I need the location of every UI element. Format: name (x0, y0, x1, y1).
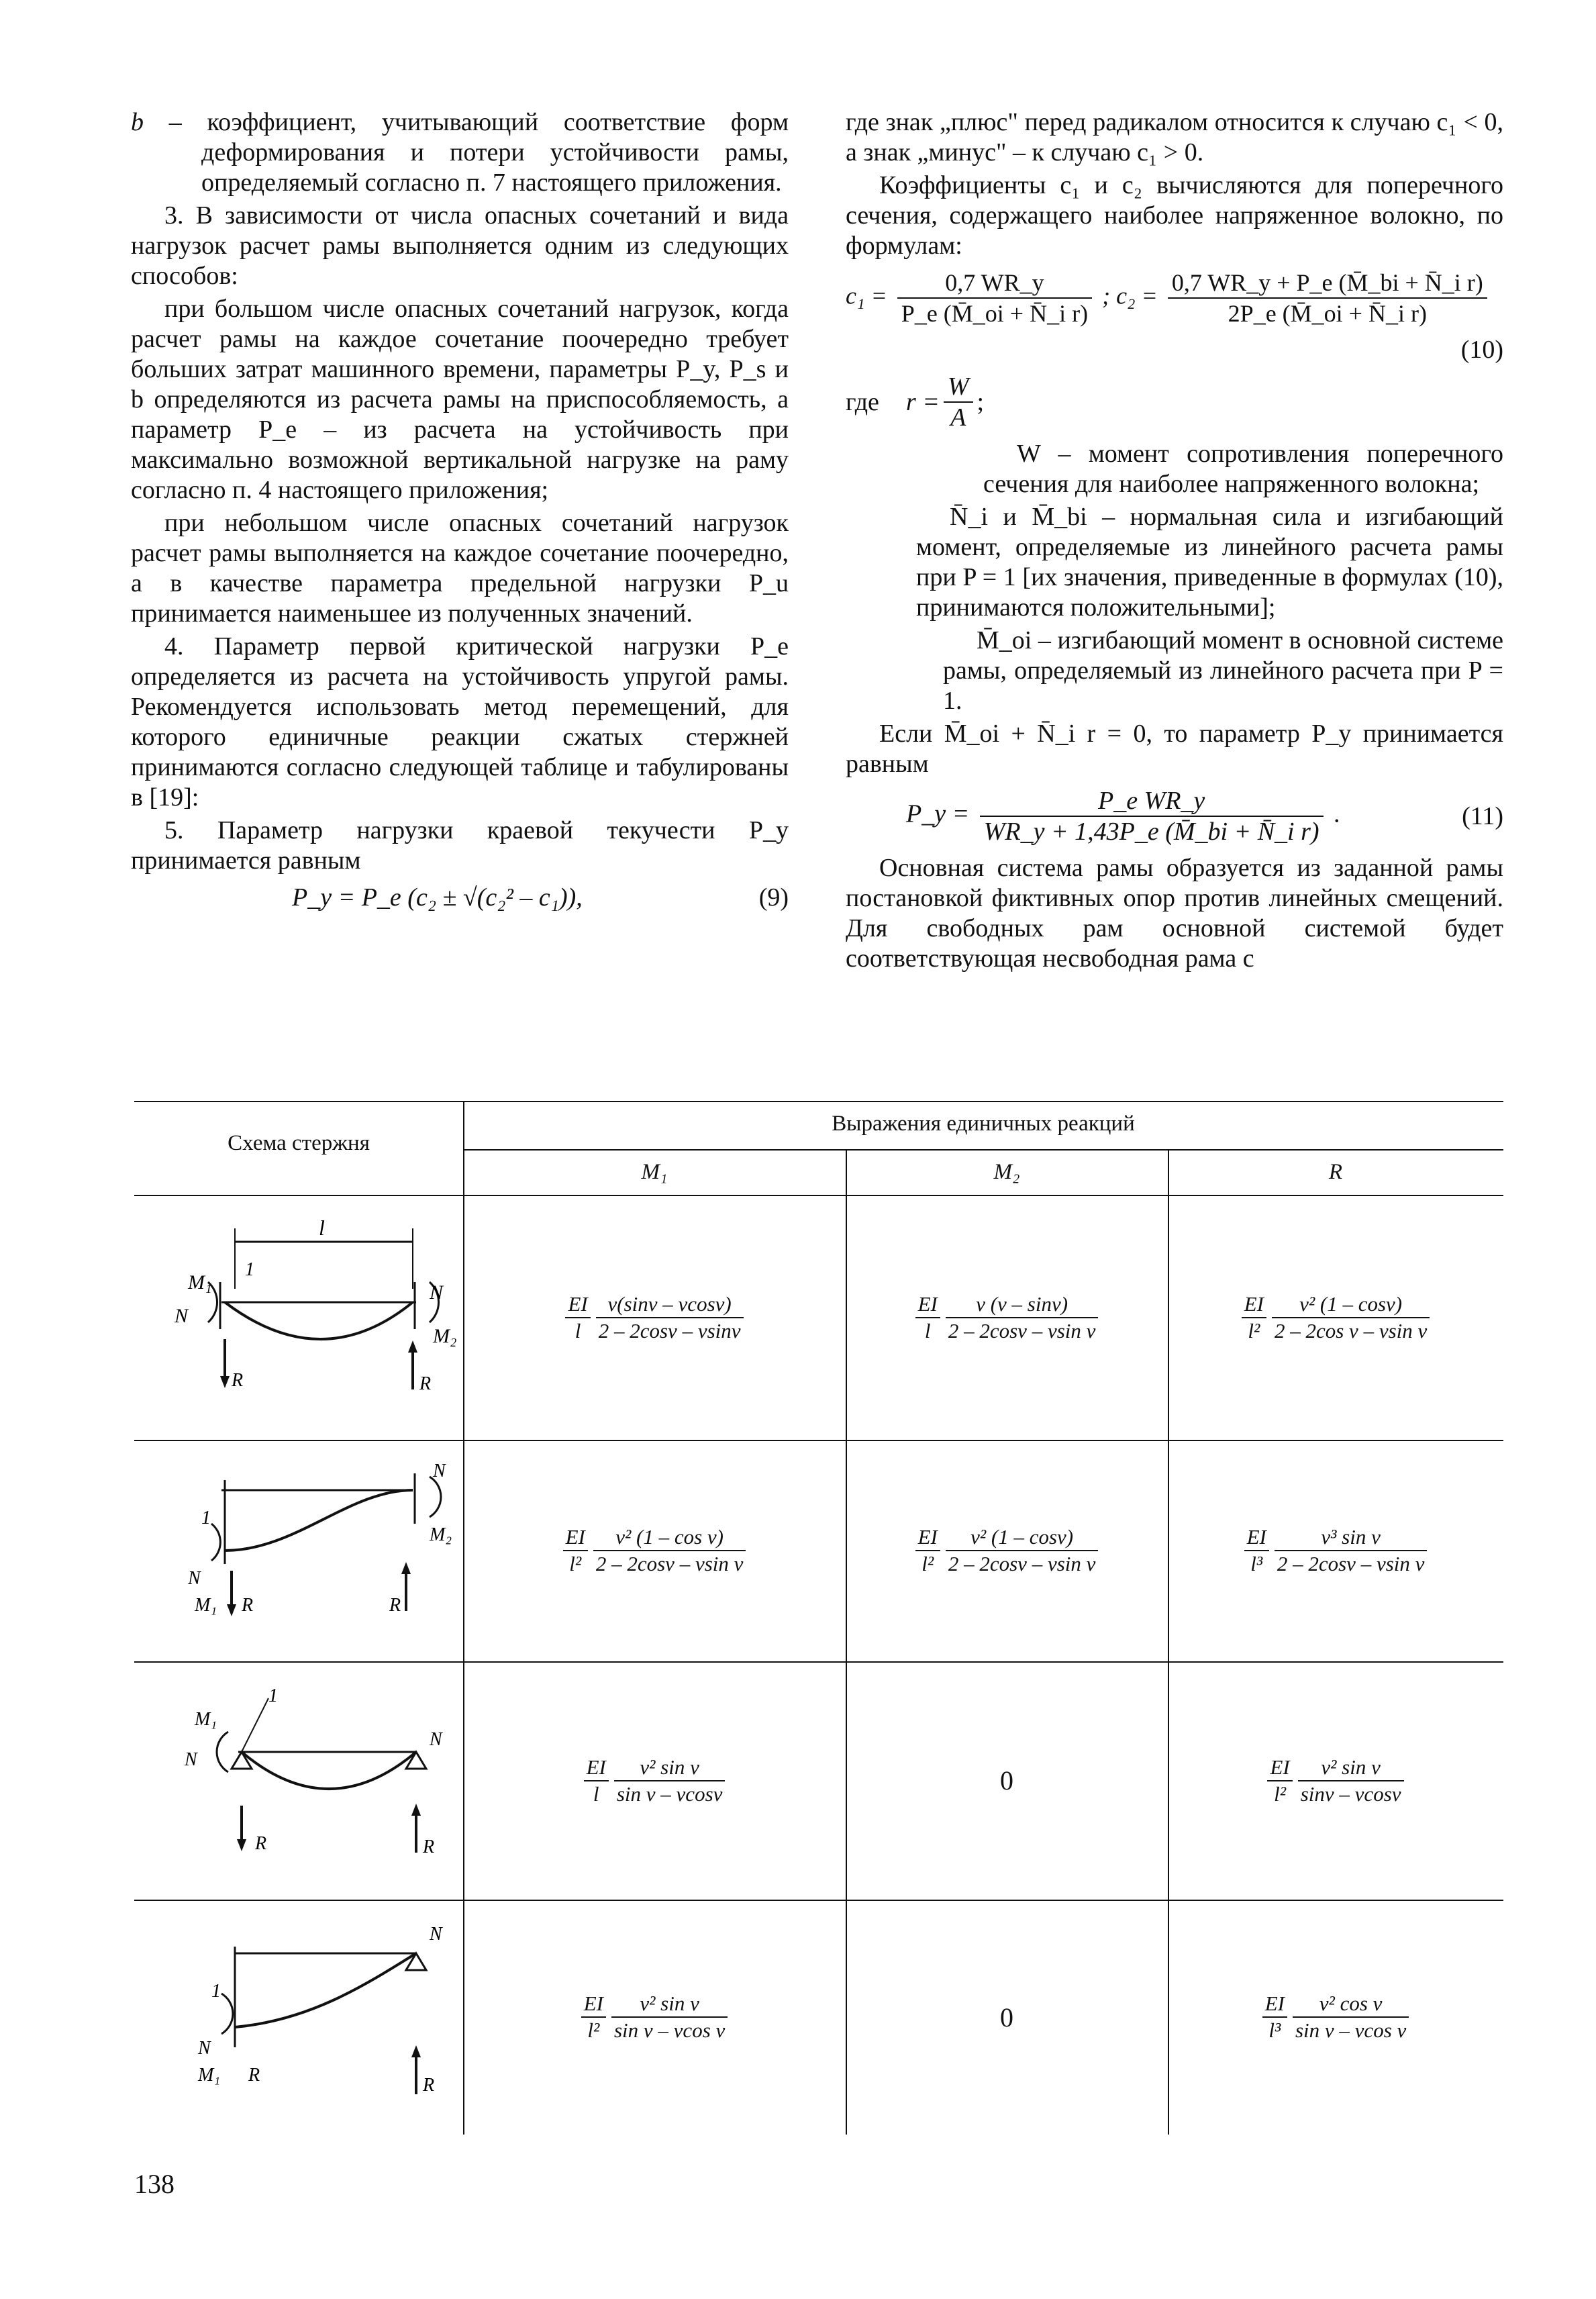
svg-text:R: R (248, 2065, 260, 2086)
row4-m2: 0 (1000, 2002, 1013, 2033)
paragraph-5: 5. Параметр нагрузки краевой текучести P_y принимается равным (131, 816, 789, 875)
row4-m1: $\frac{EI}{\text{l²}}$ $\frac{\text{ν² sin ν}}{\text{sin ν – νcos ν}}$ (463, 1900, 846, 2135)
header-r: R (1328, 1160, 1343, 1184)
row2-m1: $\frac{EI}{\text{l²}}$ $\frac{\text{ν² (1 – cos ν)}}{\text{2 – 2cosν – νsin ν}}$ (463, 1440, 846, 1661)
row2-m2: $\frac{EI}{\text{l²}}$ $\frac{\text{ν² (1 – cosν)}}{\text{2 – 2cosν – νsin ν}}$ (846, 1440, 1168, 1661)
svg-text:N: N (198, 2038, 211, 2059)
page-number: 138 (134, 2169, 174, 2199)
left-column (131, 107, 789, 920)
equation-11: P_y = $\frac{\text{P\_e WR\_y}}{\text{WR\_y + 1,43P\_e (M̄\_bi + N̄\_i r)}}$ . (11) (906, 787, 1503, 846)
svg-text:R: R (389, 1595, 401, 1616)
svg-text:M₁: M₁ (195, 1709, 217, 1730)
header-group: Выражения единичных реакций (832, 1112, 1135, 1136)
scheme-fixed-fixed-shift (148, 1450, 450, 1651)
sign-paragraph: где знак „плюс" перед радикалом относится к случаю c₁ < 0, а знак „минус" – к случаю c₁ > 0. (846, 108, 1503, 166)
scheme-pinned-pinned (148, 1671, 450, 1893)
paragraph-3a: при большом числе опасных сочетаний нагрузок, когда расчет рамы на каждое сочетание поочередно требует больших затрат машинного времени, параметры P_y, P_s и b определяются из расчета рамы на приспособляемость, а параметр P_e – из расчета на устойчивость при максимально возможной вертикальной нагрузке на раму согласно п. 4 настоящего приложения; (131, 295, 789, 504)
header-scheme: Схема стержня (228, 1131, 370, 1155)
svg-text:1: 1 (201, 1508, 211, 1528)
scheme-fixed-fixed (148, 1208, 457, 1430)
svg-text:1: 1 (245, 1259, 254, 1280)
coef-paragraph: Коэффициенты c₁ и c₂ вычисляются для поперечного сечения, содержащего наиболее напряженное волокно, по формулам: (846, 171, 1503, 260)
svg-text:M₂: M₂ (430, 1524, 452, 1545)
mo-definition: M̄_oi – изгибающий момент в основной системе рамы, определяемый из линейного расчета при P = 1. (943, 626, 1503, 715)
equation-10-number: (10) (1460, 336, 1503, 364)
basic-system-paragraph: Основная система рамы образуется из заданной рамы постановкой фиктивных опор против линейных смещений. Для свободных рам основной системой будет соответствующая несвободная рама с (846, 854, 1503, 973)
row1-m2: $\frac{EI}{l}$ $\frac{\nu (\nu - \sin\nu)}{\text{2 – 2cosν – νsin ν}}$ (846, 1195, 1168, 1440)
svg-text:N: N (433, 1461, 446, 1481)
svg-text:M₁: M₁ (195, 1595, 217, 1616)
svg-text:1: 1 (211, 1981, 221, 2002)
header-m2: M₂ (993, 1160, 1020, 1184)
svg-text:M₁: M₁ (188, 1271, 212, 1293)
w-definition: W – момент сопротивления поперечного сечения для наиболее напряженного волокна; (983, 440, 1503, 498)
row2-r: $\frac{EI}{\text{l³}}$ $\frac{\text{ν³ sin ν}}{\text{2 – 2cosν – νsin ν}}$ (1168, 1440, 1503, 1661)
equation-10: c₁ = $\frac{0,7 WR\_y}{\text{P\_e (M̄\_oi + N̄\_i r)}}$ ; c₂ = $\frac{\text{0,7 WR\_y + P\_e (M̄\_bi + N̄\_i r)}}{\text{2P\_e (M̄\_oi + N̄\_i r)}}$ (846, 268, 1503, 328)
svg-text:N: N (430, 1281, 444, 1304)
row1-r: $\frac{EI}{\text{l²}}$ $\frac{\text{ν² (1 – cosν)}}{\text{2 – 2cos ν – νsin ν}}$ (1168, 1195, 1503, 1440)
right-column (846, 107, 1503, 977)
svg-text:R: R (242, 1595, 254, 1616)
reactions-table (134, 1101, 1503, 2135)
row1-m1: $\frac{EI}{l}$ $\frac{\nu(\sin\nu - \nu\cos\nu)}{2 - 2\cos\nu - \nu\sin\nu}$ (463, 1195, 846, 1440)
paragraph-4: 4. Параметр первой критической нагрузки P_e определяется из расчета на устойчивость упругой рамы. Рекомендуется использовать метод перемещений, для которого единичные реакции сжатых стержней принимаются согласно следующей таблице и табулированы в [19]: (131, 632, 789, 812)
svg-text:R: R (255, 1833, 267, 1854)
svg-text:R: R (232, 1370, 244, 1391)
svg-text:N: N (185, 1749, 197, 1770)
svg-text:R: R (423, 1837, 435, 1857)
paragraph-3: 3. В зависимости от числа опасных сочетаний и вида нагрузок расчет рамы выполняется одним из следующих способов: (131, 201, 789, 290)
if-paragraph: Если M̄_oi + N̄_i r = 0, то параметр P_y принимается равным (846, 720, 1503, 778)
n-m-definition: N̄_i и M̄_bi – нормальная сила и изгибающий момент, определяемые из линейного расчета рамы при P = 1 [их значения, приведенные в формулах (10), принимаются положительными]; (916, 503, 1503, 622)
r-definition: где r = $\frac{W}{A}$ ; (846, 373, 985, 432)
row3-r: $\frac{EI}{\text{l²}}$ $\frac{\text{ν² sin ν}}{\sin\nu - \nu\cos\nu}$ (1168, 1661, 1503, 1900)
scheme-fixed-pinned (148, 1913, 450, 2128)
svg-text:l: l (319, 1216, 325, 1240)
svg-text:M₁: M₁ (198, 2065, 221, 2086)
b-definition: b – коэффициент, учитывающий соответствие форм деформирования и потери устойчивости рамы, определяемый согласно п. 7 настоящего приложения. (131, 108, 789, 197)
svg-text:N: N (430, 1729, 442, 1750)
equation-9: P_y = P_e (c₂ ± √(c₂² – c₁)), (9) (292, 883, 789, 912)
svg-text:M₂: M₂ (433, 1325, 457, 1347)
svg-text:R: R (423, 2075, 435, 2096)
paragraph-3b: при небольшом числе опасных сочетаний нагрузок расчет рамы выполняется на каждое сочетание поочередно, а в качестве параметра предельной нагрузки P_u принимается наименьшее из полученных значений. (131, 509, 789, 628)
svg-text:R: R (419, 1373, 432, 1394)
row3-m2: 0 (1000, 1765, 1013, 1796)
header-m1: M₁ (641, 1160, 668, 1184)
svg-text:N: N (430, 1924, 442, 1945)
svg-text:1: 1 (268, 1685, 278, 1706)
row3-m1: $\frac{EI}{l}$ $\frac{\text{ν² sin ν}}{\text{sin ν – νcosν}}$ (463, 1661, 846, 1900)
row4-r: $\frac{EI}{\text{l³}}$ $\frac{\text{ν² cos ν}}{\text{sin ν – νcos ν}}$ (1168, 1900, 1503, 2135)
svg-text:N: N (174, 1305, 189, 1327)
svg-text:N: N (188, 1568, 201, 1589)
